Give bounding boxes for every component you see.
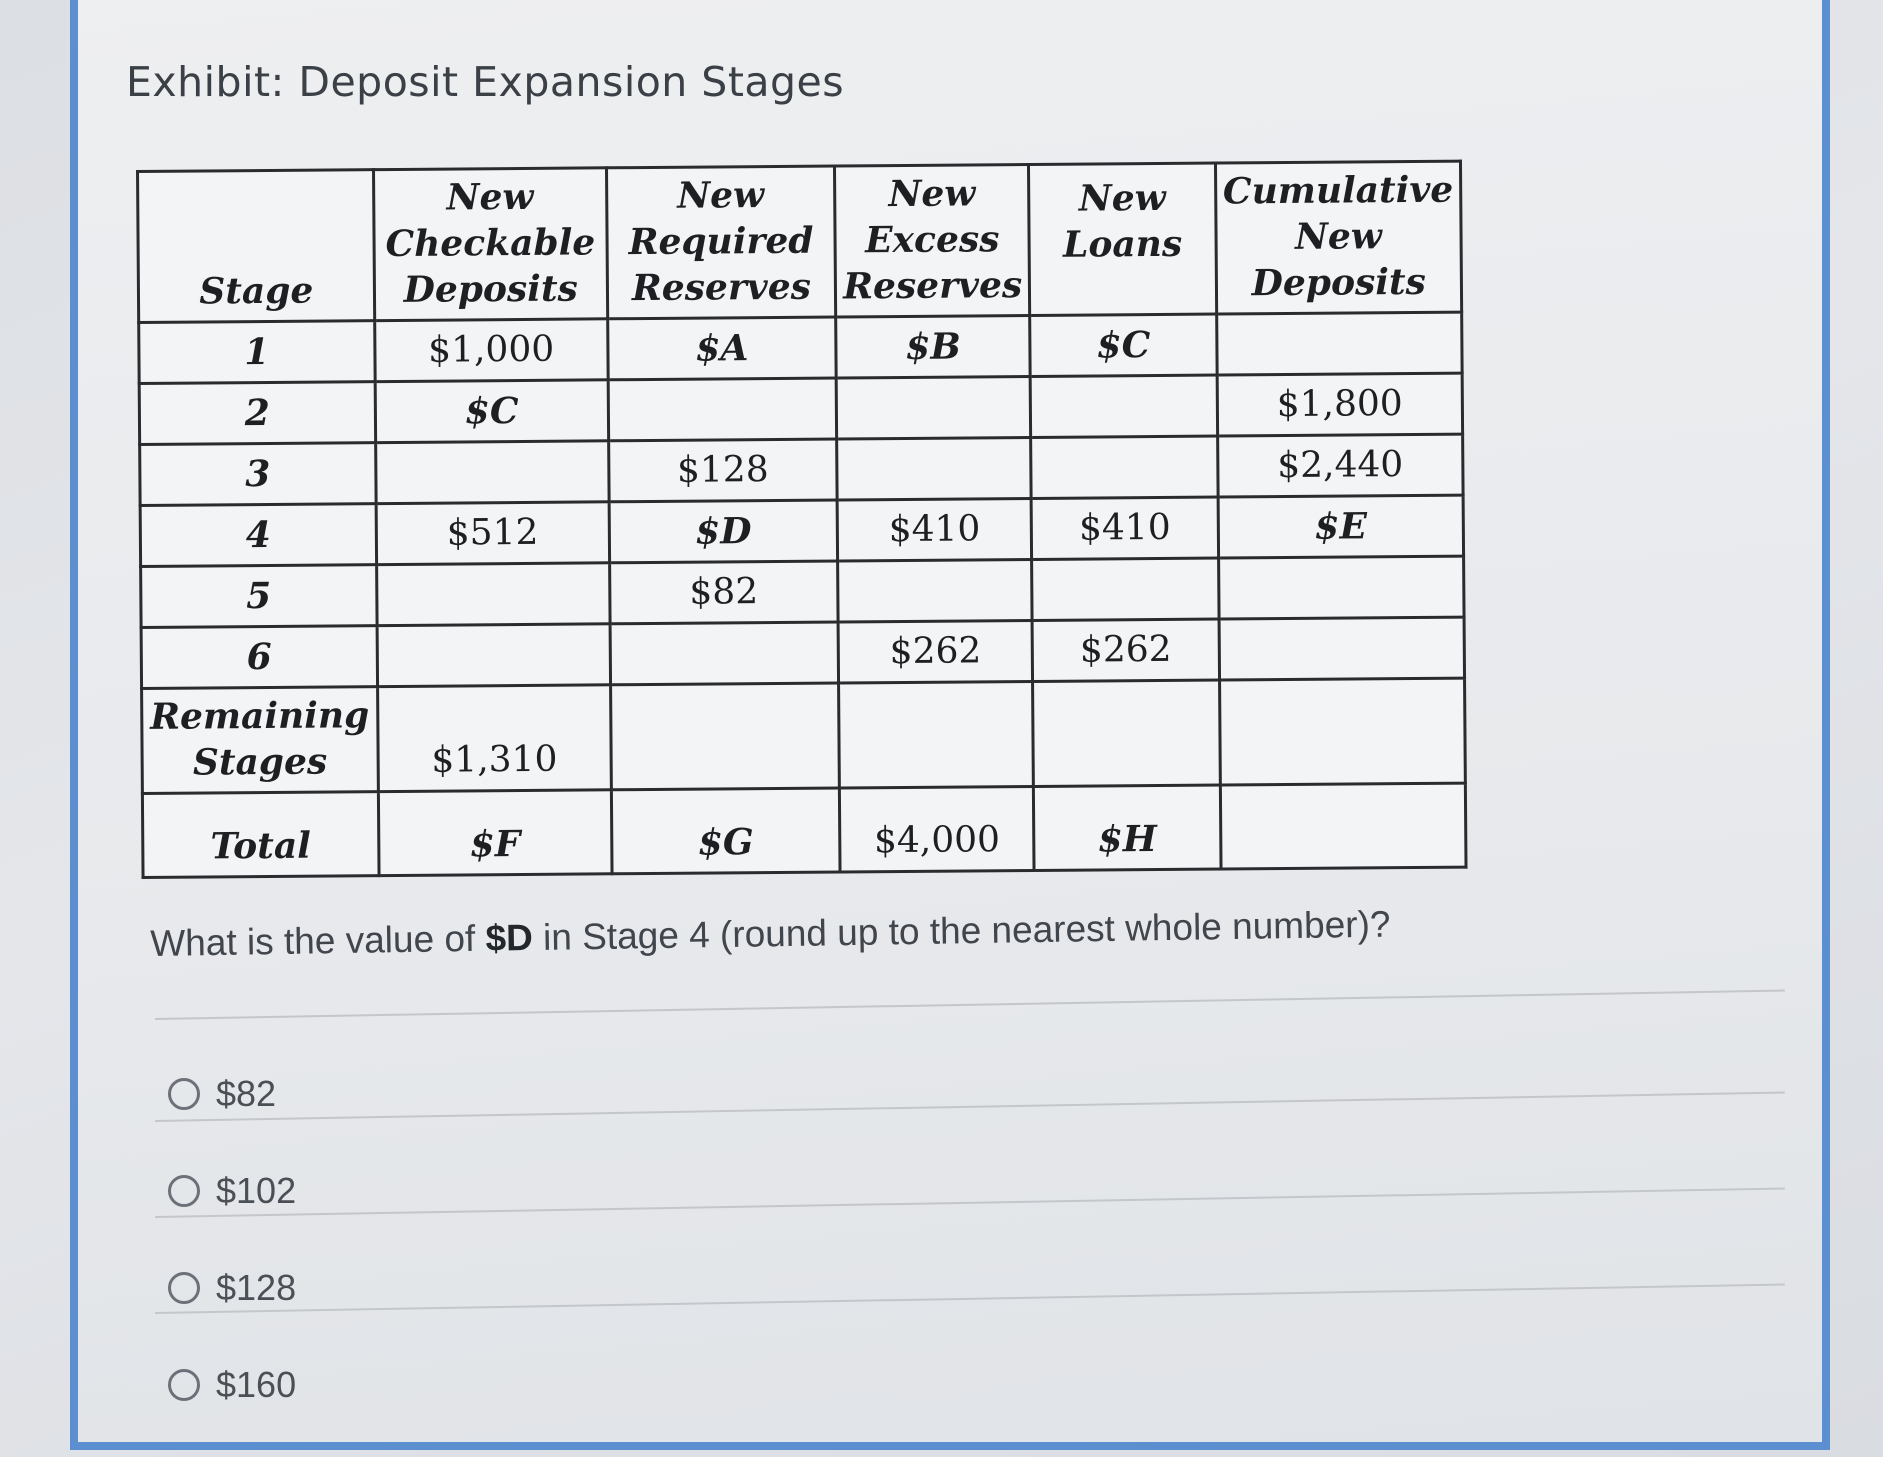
table-header-row — [138, 161, 1462, 322]
question-variable: $D — [485, 916, 534, 959]
cell-checkable — [375, 441, 608, 504]
cell-cumulative — [1218, 556, 1464, 619]
table-row-total — [142, 783, 1466, 877]
cell-loans — [1031, 436, 1218, 498]
cell-cumulative: $1,800 — [1217, 373, 1463, 436]
table-row-stage-4 — [140, 495, 1463, 566]
cell-excess — [836, 376, 1031, 439]
cell-excess — [838, 559, 1033, 622]
cell-excess: $4,000 — [840, 786, 1035, 872]
header-cumulative-new-deposits: Cumulative New Deposits — [1215, 161, 1461, 314]
answer-option-160[interactable] — [168, 1364, 296, 1406]
cell-cumulative: $E — [1218, 495, 1464, 558]
cell-required: $D — [609, 500, 838, 563]
cell-checkable: $C — [375, 380, 608, 443]
answer-option-128[interactable] — [168, 1267, 296, 1309]
answer-option-label: $102 — [216, 1170, 297, 1211]
cell-required: $82 — [609, 561, 838, 624]
cell-checkable: $1,000 — [374, 319, 607, 382]
exhibit-title: Exhibit: Deposit Expansion Stages — [126, 58, 845, 106]
answer-option-82[interactable] — [168, 1073, 276, 1115]
cell-required: $128 — [608, 439, 837, 502]
table-row-stage-3 — [140, 434, 1463, 505]
cell-checkable: $512 — [376, 502, 609, 565]
table-row-stage-1 — [139, 312, 1462, 383]
cell-stage: Total — [142, 792, 378, 878]
cell-excess — [839, 681, 1034, 788]
question-prefix: What is the value of — [150, 917, 486, 964]
header-new-required-reserves: New Required Reserves — [606, 166, 836, 319]
cell-excess: $B — [836, 315, 1031, 378]
header-new-loans: New Loans — [1029, 163, 1217, 315]
radio-button[interactable] — [168, 1078, 200, 1110]
answer-option-102[interactable] — [168, 1170, 296, 1212]
table-row-remaining-stages — [142, 678, 1466, 793]
cell-required — [608, 378, 837, 441]
cell-checkable: $1,310 — [377, 685, 611, 792]
cell-excess — [837, 437, 1032, 500]
cell-stage: Remaining Stages — [142, 687, 379, 794]
cell-stage: 5 — [141, 565, 377, 628]
cell-stage: 6 — [141, 626, 377, 689]
cell-required — [610, 683, 839, 790]
cell-cumulative — [1220, 783, 1466, 869]
header-stage: Stage — [138, 170, 375, 323]
table-row-stage-5 — [141, 556, 1464, 627]
cell-required: $G — [611, 788, 840, 874]
cell-required — [610, 622, 839, 685]
cell-required: $A — [607, 317, 836, 380]
cell-loans — [1030, 375, 1217, 437]
answer-option-label: $160 — [216, 1364, 297, 1405]
cell-loans: $C — [1030, 314, 1217, 376]
cell-stage: 1 — [139, 321, 375, 384]
question-suffix: in Stage 4 (round up to the nearest whole number)? — [532, 903, 1391, 958]
table-row-stage-6 — [141, 617, 1464, 688]
deposit-expansion-table — [136, 160, 1468, 879]
cell-excess: $410 — [837, 498, 1032, 561]
cell-checkable — [377, 624, 610, 687]
header-new-checkable-deposits: New Checkable Deposits — [373, 168, 607, 321]
cell-stage: 3 — [140, 443, 376, 506]
cell-loans — [1033, 680, 1220, 786]
cell-loans: $262 — [1032, 619, 1219, 681]
answer-option-label: $128 — [216, 1267, 297, 1308]
cell-cumulative — [1219, 617, 1465, 680]
cell-excess: $262 — [838, 620, 1033, 683]
cell-loans: $410 — [1031, 497, 1218, 559]
answer-option-label: $82 — [216, 1073, 277, 1114]
cell-stage: 4 — [140, 504, 376, 567]
cell-cumulative: $2,440 — [1217, 434, 1463, 497]
cell-cumulative — [1219, 678, 1465, 785]
header-new-excess-reserves: New Excess Reserves — [835, 164, 1030, 317]
cell-loans — [1032, 558, 1219, 620]
cell-cumulative — [1216, 312, 1462, 375]
cell-checkable — [376, 563, 609, 626]
radio-button[interactable] — [168, 1369, 200, 1401]
cell-loans: $H — [1034, 785, 1221, 870]
radio-button[interactable] — [168, 1272, 200, 1304]
cell-stage: 2 — [139, 382, 375, 445]
table-row-stage-2 — [139, 373, 1462, 444]
cell-checkable: $F — [378, 790, 612, 876]
radio-button[interactable] — [168, 1175, 200, 1207]
